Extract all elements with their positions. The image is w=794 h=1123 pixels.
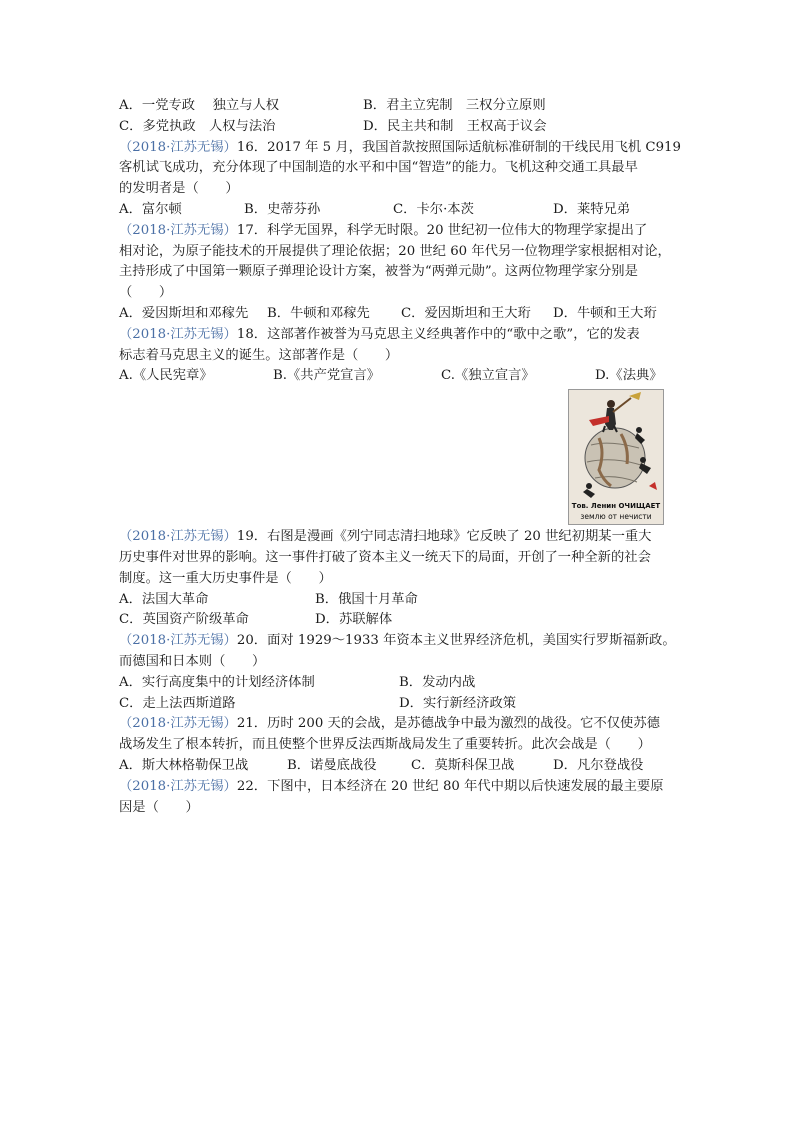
q19-option-c[interactable]: C．英国资产阶级革命	[119, 612, 249, 628]
q17-options	[119, 304, 679, 325]
q16-stem-line1: （2018·江苏无锡）16．2017 年 5 月，我国首款按照国际适航标准研制的干线民用飞机 C919	[119, 139, 681, 155]
q20-source: （2018·江苏无锡）	[119, 633, 237, 649]
q15-options	[119, 96, 679, 117]
q21-option-c[interactable]: C．莫斯科保卫战	[411, 757, 515, 773]
q16-option-d[interactable]: D．莱特兄弟	[553, 201, 631, 217]
q16-source: （2018·江苏无锡）	[119, 139, 237, 155]
q16-option-c[interactable]: C．卡尔·本茨	[393, 201, 474, 217]
q19-stem-line1: （2018·江苏无锡）19．右图是漫画《列宁同志清扫地球》它反映了 20 世纪初期某一重大	[119, 529, 652, 545]
q16-option-b[interactable]: B．史蒂芬孙	[244, 201, 321, 217]
q20-options-2	[119, 694, 679, 715]
q17-stem-line1: （2018·江苏无锡）17．科学无国界，科学无时限。20 世纪初一位伟大的物理学家提出了	[119, 222, 648, 238]
q20-option-a[interactable]: A．实行高度集中的计划经济体制	[119, 674, 315, 690]
q22-stem-line2: 因是（ ）	[119, 799, 199, 815]
q20-option-c[interactable]: C．走上法西斯道路	[119, 695, 236, 711]
q20-option-d[interactable]: D．实行新经济政策	[399, 695, 517, 711]
exam-page	[119, 96, 679, 818]
q18-stem-line1: （2018·江苏无锡）18．这部著作被誉为马克思主义经典著作中的“歌中之歌”，它的发表	[119, 326, 640, 342]
q19-option-b[interactable]: B．俄国十月革命	[315, 591, 418, 607]
q19-stem-line2: 历史事件对世界的影响。这一事件打破了资本主义一统天下的局面，开创了一种全新的社会	[119, 549, 651, 565]
lenin-cartoon-image	[568, 389, 664, 525]
q15-option-c[interactable]: C．多党执政 人权与法治	[119, 118, 276, 134]
q22-stem-line1: （2018·江苏无锡）22．下图中，日本经济在 20 世纪 80 年代中期以后快速发展的最主要原	[119, 778, 664, 794]
q16-stem-line3: 的发明者是（ ）	[119, 181, 239, 197]
q15-option-d[interactable]: D．民主共和制 王权高于议会	[363, 118, 547, 134]
q17-source: （2018·江苏无锡）	[119, 222, 237, 238]
q18-option-a[interactable]: A.《人民宪章》	[119, 368, 213, 384]
q19-option-d[interactable]: D．苏联解体	[315, 612, 393, 628]
q21-option-d[interactable]: D．凡尔登战役	[553, 757, 644, 773]
q18-option-b[interactable]: B.《共产党宣言》	[273, 368, 381, 384]
cartoon-caption-line2: землю от нечисти	[580, 512, 652, 522]
q20-stem-line2: 而德国和日本则（ ）	[119, 653, 266, 669]
q21-stem-line2: 战场发生了根本转折，而且使整个世界反法西斯战局发生了重要转折。此次会战是（ ）	[119, 737, 651, 753]
cartoon-caption-line1: Тов. Ленин ОЧИЩАЕТ	[571, 502, 661, 511]
q19-options-2	[119, 610, 679, 631]
q19-source: （2018·江苏无锡）	[119, 529, 237, 545]
q16-option-a[interactable]: A．富尔顿	[119, 201, 182, 217]
q18-options	[119, 366, 679, 387]
q17-option-a[interactable]: A．爱因斯坦和邓稼先	[119, 305, 249, 321]
q19-stem-line3: 制度。这一重大历史事件是（ ）	[119, 570, 332, 586]
q17-option-d[interactable]: D．牛顿和王大珩	[553, 305, 657, 321]
q17-option-c[interactable]: C．爱因斯坦和王大珩	[401, 305, 531, 321]
q21-option-b[interactable]: B．诺曼底战役	[287, 757, 377, 773]
q18-stem-line2: 标志着马克思主义的诞生。这部著作是（ ）	[119, 347, 399, 363]
q19-options	[119, 590, 679, 611]
q21-source: （2018·江苏无锡）	[119, 716, 237, 732]
q18-option-c[interactable]: C.《独立宣言》	[441, 368, 535, 384]
q17-stem-line4: （ ）	[119, 285, 173, 301]
q17-option-b[interactable]: B．牛顿和邓稼先	[267, 305, 370, 321]
q21-option-a[interactable]: A．斯大林格勒保卫战	[119, 757, 249, 773]
q19-option-a[interactable]: A．法国大革命	[119, 591, 209, 607]
q20-options	[119, 673, 679, 694]
q16-stem-line2: 客机试飞成功，充分体现了中国制造的水平和中国“智造”的能力。飞机这种交通工具最早	[119, 160, 638, 176]
q15-options-2	[119, 117, 679, 138]
q21-options	[119, 756, 679, 777]
q18-source: （2018·江苏无锡）	[119, 326, 237, 342]
q20-stem-line1: （2018·江苏无锡）20．面对 1929～1933 年资本主义世界经济危机，美国实行罗斯福新政。	[119, 633, 676, 649]
q22-source: （2018·江苏无锡）	[119, 778, 237, 794]
q15-option-a[interactable]: A．一党专政 独立与人权	[119, 98, 280, 113]
q16-options	[119, 200, 679, 221]
cartoon-row	[119, 387, 679, 527]
q21-stem-line1: （2018·江苏无锡）21．历时 200 天的会战，是苏德战争中最为激烈的战役。它不仅使苏德	[119, 716, 660, 732]
q18-option-d[interactable]: D.《法典》	[595, 368, 663, 384]
q20-option-b[interactable]: B．发动内战	[399, 674, 476, 690]
q17-stem-line3: 主持形成了中国第一颗原子弹理论设计方案，被誉为“两弹元勋”。这两位物理学家分别是	[119, 264, 638, 280]
q17-stem-line2: 相对论，为原子能技术的开展提供了理论依据；20 世纪 60 年代另一位物理学家根据相对论，	[119, 243, 671, 259]
q15-option-b[interactable]: B．君主立宪制 三权分立原则	[363, 98, 546, 113]
